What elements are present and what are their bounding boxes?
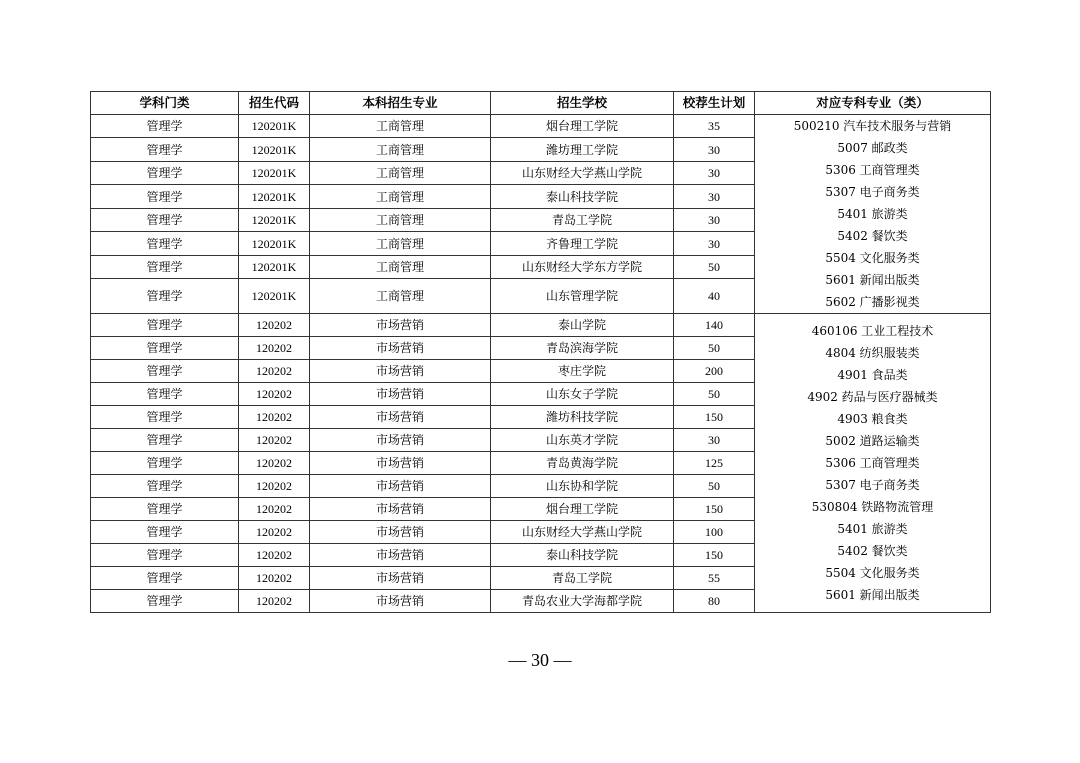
related-major-item: 5401 旅游类 (837, 207, 908, 221)
cell-school: 潍坊科技学院 (491, 406, 674, 429)
table-body-group1 (91, 115, 991, 314)
cell-school: 泰山学院 (491, 314, 674, 337)
cell-school: 潍坊理工学院 (491, 138, 674, 161)
header-code: 招生代码 (239, 92, 310, 115)
cell-code: 120202 (239, 498, 310, 521)
cell-major: 市场营销 (310, 521, 491, 544)
table-row (91, 115, 991, 138)
cell-school: 烟台理工学院 (491, 498, 674, 521)
cell-discipline: 管理学 (91, 429, 239, 452)
cell-code: 120202 (239, 406, 310, 429)
related-major-item: 5504 文化服务类 (825, 251, 920, 265)
cell-major: 工商管理 (310, 255, 491, 278)
related-majors-group2 (755, 314, 991, 613)
cell-major: 市场营销 (310, 475, 491, 498)
cell-discipline: 管理学 (91, 115, 239, 138)
cell-code: 120202 (239, 475, 310, 498)
related-major-item: 5504 文化服务类 (825, 566, 920, 580)
cell-discipline: 管理学 (91, 521, 239, 544)
cell-discipline: 管理学 (91, 498, 239, 521)
cell-major: 工商管理 (310, 161, 491, 184)
cell-quota: 50 (674, 383, 755, 406)
cell-school: 山东管理学院 (491, 279, 674, 314)
cell-school: 山东协和学院 (491, 475, 674, 498)
cell-quota: 40 (674, 279, 755, 314)
cell-major: 市场营销 (310, 406, 491, 429)
cell-major: 市场营销 (310, 314, 491, 337)
related-major-item: 4901 食品类 (837, 368, 908, 382)
enrollment-plan-table (90, 91, 991, 613)
cell-discipline: 管理学 (91, 360, 239, 383)
related-major-item: 5402 餐饮类 (837, 544, 908, 558)
table-header-row (91, 92, 991, 115)
cell-discipline: 管理学 (91, 161, 239, 184)
cell-school: 青岛工学院 (491, 208, 674, 231)
related-major-item: 5307 电子商务类 (825, 478, 920, 492)
cell-quota: 55 (674, 567, 755, 590)
related-major-item: 5601 新闻出版类 (825, 273, 920, 287)
cell-school: 山东女子学院 (491, 383, 674, 406)
cell-discipline: 管理学 (91, 232, 239, 255)
cell-quota: 50 (674, 475, 755, 498)
cell-major: 工商管理 (310, 232, 491, 255)
cell-major: 市场营销 (310, 337, 491, 360)
related-major-item: 5307 电子商务类 (825, 185, 920, 199)
cell-major: 工商管理 (310, 208, 491, 231)
cell-quota: 30 (674, 185, 755, 208)
cell-quota: 30 (674, 208, 755, 231)
cell-school: 山东财经大学东方学院 (491, 255, 674, 278)
cell-quota: 30 (674, 161, 755, 184)
cell-code: 120202 (239, 314, 310, 337)
cell-code: 120201K (239, 232, 310, 255)
related-major-item: 5007 邮政类 (837, 141, 908, 155)
related-major-item: 5401 旅游类 (837, 522, 908, 536)
cell-school: 青岛农业大学海都学院 (491, 590, 674, 613)
cell-discipline: 管理学 (91, 255, 239, 278)
cell-school: 枣庄学院 (491, 360, 674, 383)
cell-major: 市场营销 (310, 590, 491, 613)
cell-discipline: 管理学 (91, 138, 239, 161)
cell-quota: 30 (674, 138, 755, 161)
related-major-item: 5306 工商管理类 (825, 456, 920, 470)
cell-discipline: 管理学 (91, 279, 239, 314)
cell-code: 120201K (239, 208, 310, 231)
header-quota: 校荐生计划 (674, 92, 755, 115)
related-major-item: 5602 广播影视类 (825, 295, 920, 309)
cell-major: 工商管理 (310, 138, 491, 161)
cell-school: 青岛工学院 (491, 567, 674, 590)
related-majors-group1 (755, 115, 991, 314)
cell-code: 120201K (239, 138, 310, 161)
cell-code: 120202 (239, 383, 310, 406)
cell-quota: 150 (674, 406, 755, 429)
cell-quota: 125 (674, 452, 755, 475)
related-major-item: 530804 铁路物流管理 (811, 500, 934, 514)
related-major-item: 460106 工业工程技术 (811, 324, 934, 338)
cell-discipline: 管理学 (91, 452, 239, 475)
cell-code: 120202 (239, 360, 310, 383)
cell-quota: 150 (674, 544, 755, 567)
header-discipline: 学科门类 (91, 92, 239, 115)
cell-discipline: 管理学 (91, 475, 239, 498)
table-body-group2 (91, 314, 991, 613)
cell-code: 120202 (239, 590, 310, 613)
cell-discipline: 管理学 (91, 590, 239, 613)
cell-quota: 50 (674, 337, 755, 360)
related-major-item: 4903 粮食类 (837, 412, 908, 426)
cell-code: 120202 (239, 429, 310, 452)
cell-quota: 50 (674, 255, 755, 278)
cell-school: 青岛滨海学院 (491, 337, 674, 360)
cell-code: 120202 (239, 521, 310, 544)
cell-school: 山东财经大学燕山学院 (491, 161, 674, 184)
header-related-majors: 对应专科专业（类） (755, 92, 991, 115)
cell-discipline: 管理学 (91, 567, 239, 590)
cell-major: 市场营销 (310, 544, 491, 567)
page-number: — 30 — (508, 650, 572, 670)
cell-school: 泰山科技学院 (491, 185, 674, 208)
cell-school: 青岛黄海学院 (491, 452, 674, 475)
cell-quota: 30 (674, 429, 755, 452)
cell-quota: 35 (674, 115, 755, 138)
cell-discipline: 管理学 (91, 208, 239, 231)
cell-school: 烟台理工学院 (491, 115, 674, 138)
cell-code: 120202 (239, 567, 310, 590)
cell-discipline: 管理学 (91, 406, 239, 429)
cell-quota: 100 (674, 521, 755, 544)
cell-major: 工商管理 (310, 279, 491, 314)
related-major-item: 4902 药品与医疗器械类 (807, 390, 938, 404)
cell-school: 山东财经大学燕山学院 (491, 521, 674, 544)
cell-code: 120201K (239, 255, 310, 278)
cell-quota: 150 (674, 498, 755, 521)
cell-school: 山东英才学院 (491, 429, 674, 452)
related-major-item: 5402 餐饮类 (837, 229, 908, 243)
cell-discipline: 管理学 (91, 544, 239, 567)
header-major: 本科招生专业 (310, 92, 491, 115)
related-major-item: 4804 纺织服装类 (825, 346, 920, 360)
cell-major: 市场营销 (310, 360, 491, 383)
cell-code: 120202 (239, 337, 310, 360)
cell-discipline: 管理学 (91, 185, 239, 208)
cell-code: 120202 (239, 452, 310, 475)
related-major-item: 5306 工商管理类 (825, 163, 920, 177)
cell-code: 120201K (239, 161, 310, 184)
cell-major: 市场营销 (310, 498, 491, 521)
cell-major: 工商管理 (310, 115, 491, 138)
cell-major: 市场营销 (310, 383, 491, 406)
cell-quota: 30 (674, 232, 755, 255)
related-major-item: 500210 汽车技术服务与营销 (793, 119, 952, 133)
cell-major: 工商管理 (310, 185, 491, 208)
related-major-item: 5601 新闻出版类 (825, 588, 920, 602)
cell-code: 120202 (239, 544, 310, 567)
cell-code: 120201K (239, 115, 310, 138)
cell-major: 市场营销 (310, 567, 491, 590)
cell-code: 120201K (239, 185, 310, 208)
cell-major: 市场营销 (310, 452, 491, 475)
cell-discipline: 管理学 (91, 337, 239, 360)
cell-school: 泰山科技学院 (491, 544, 674, 567)
cell-discipline: 管理学 (91, 383, 239, 406)
cell-discipline: 管理学 (91, 314, 239, 337)
cell-quota: 140 (674, 314, 755, 337)
table-row (91, 314, 991, 337)
related-major-item: 5002 道路运输类 (825, 434, 920, 448)
header-school: 招生学校 (491, 92, 674, 115)
cell-quota: 200 (674, 360, 755, 383)
cell-major: 市场营销 (310, 429, 491, 452)
cell-code: 120201K (239, 279, 310, 314)
cell-school: 齐鲁理工学院 (491, 232, 674, 255)
cell-quota: 80 (674, 590, 755, 613)
